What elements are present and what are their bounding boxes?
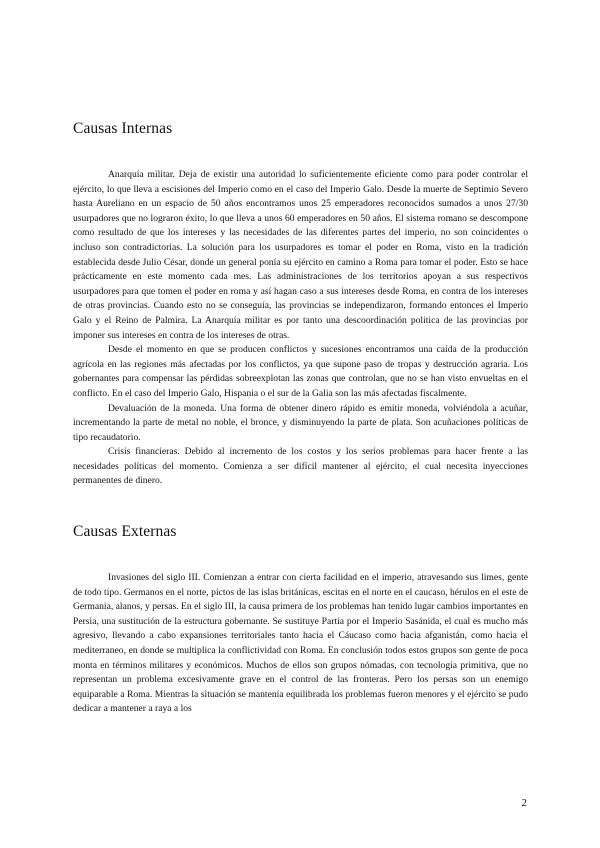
paragraph-anarquia-militar: Anarquía militar. Deja de existir una autoridad lo suficientemente eficiente como para poder controlar el ejército, lo que lleva a escisiones del Imperio como en el caso del Imperio Galo. Desde la muerte de Septimio Severo hasta Aureliano en un espacio de 50 años encontramos unos 25 emperadores reconocidos sumados a unos 27/30 usurpadores que no lograron éxito, lo que lleva a unos 60 emperadores en 50 años. El sistema romano se descompone como resultado de que los intereses y las necesidades de las diferentes partes del imperio, no son coincidentes o incluso son contradictorias. La solución para los usurpadores es tomar el poder en Roma, visto en la tradición establecida desde Julio César, donde un general ponía su ejército en camino a Roma para tomar el poder. Esto se hace prácticamente en este momento cada mes. Las administraciones de los territorios apoyan a sus respectivos usurpadores para que tomen el poder en roma y así hagan caso a sus intereses desde Roma, en contra de los intereses de otras provincias. Cuando esto no se conseguía, las provincias se independizaron, formando entonces el Imperio Galo y el Reino de Palmira. La Anarquía militar es por tanto una descoordinación política de las provincias por imponer sus intereses en contra de los intereses de otras. <box>73 169 528 341</box>
section-heading-causas-externas: Causas Externas <box>73 523 177 541</box>
paragraph-invasiones: Invasiones del siglo III. Comienzan a entrar con cierta facilidad en el imperio, atravesando sus limes, gente de todo tipo. Germanos en el norte, pictos de las islas británicas, escitas en el norte en el caucaso, hérulos en el este de Germania, alanos, y persas. En el siglo III, la causa primera de los problemas han tenido lugar cambios importantes en Persia, una sustitución de la estructura gobernante. Se sustituye Partia por el Imperio Sasánida, el cual es mucho más agresivo, llevando a cabo expansiones territoriales tanto hacia el Cáucaso como hacia afganistán, como hacia el mediterraneo, en donde se multiplica la conflictividad con Roma. En conclusión todos estos grupos son gente de poca monta en términos militares y económicos. Muchos de ellos son grupos nómadas, con tecnología primitiva, que no representan un problema excesivamente grave en el control de las fronteras. Pero los persas son un enemigo equiparable a Roma. Mientras la situación se mantenía equilibrada los problemas fueron menores y el ejército se pudo dedicar a mantener a raya a los <box>73 572 528 715</box>
section-heading-causas-internas: Causas Internas <box>73 120 173 137</box>
paragraph-produccion-agricola: Desde el momento en que se producen conflictos y sucesiones encontramos una caída de la producción agrícola en las regiones más afectadas por los conflictos, ya que supone paso de tropas y destrucción agraria. Los gobernantes para compensar las pérdidas sobreexplotan las zonas que controlan, que no se han visto envueltas en el conflicto. En el caso del Imperio Galo, Hispania o el sur de la Galia son las más afectadas fiscalmente. <box>73 344 528 399</box>
paragraph-devaluacion-moneda: Devaluación de la moneda. Una forma de obtener dinero rápido es emitir moneda, volviéndola a acuñar, incrementando la parte de metal no noble, el bronce, y disminuyendo la parte de plata. Son acuñaciones políticas de tipo recaudatorio. <box>73 402 528 443</box>
paragraph-crisis-financieras: Crisis financieras. Debido al incremento de los costos y los serios problemas para hacer frente a las necesidades políticas del momento. Comienza a ser difícil mantener al ejército, el cual necesita inyecciones permanentes de dinero. <box>73 446 528 487</box>
page-content <box>73 120 528 717</box>
page-number: 2 <box>521 797 527 809</box>
